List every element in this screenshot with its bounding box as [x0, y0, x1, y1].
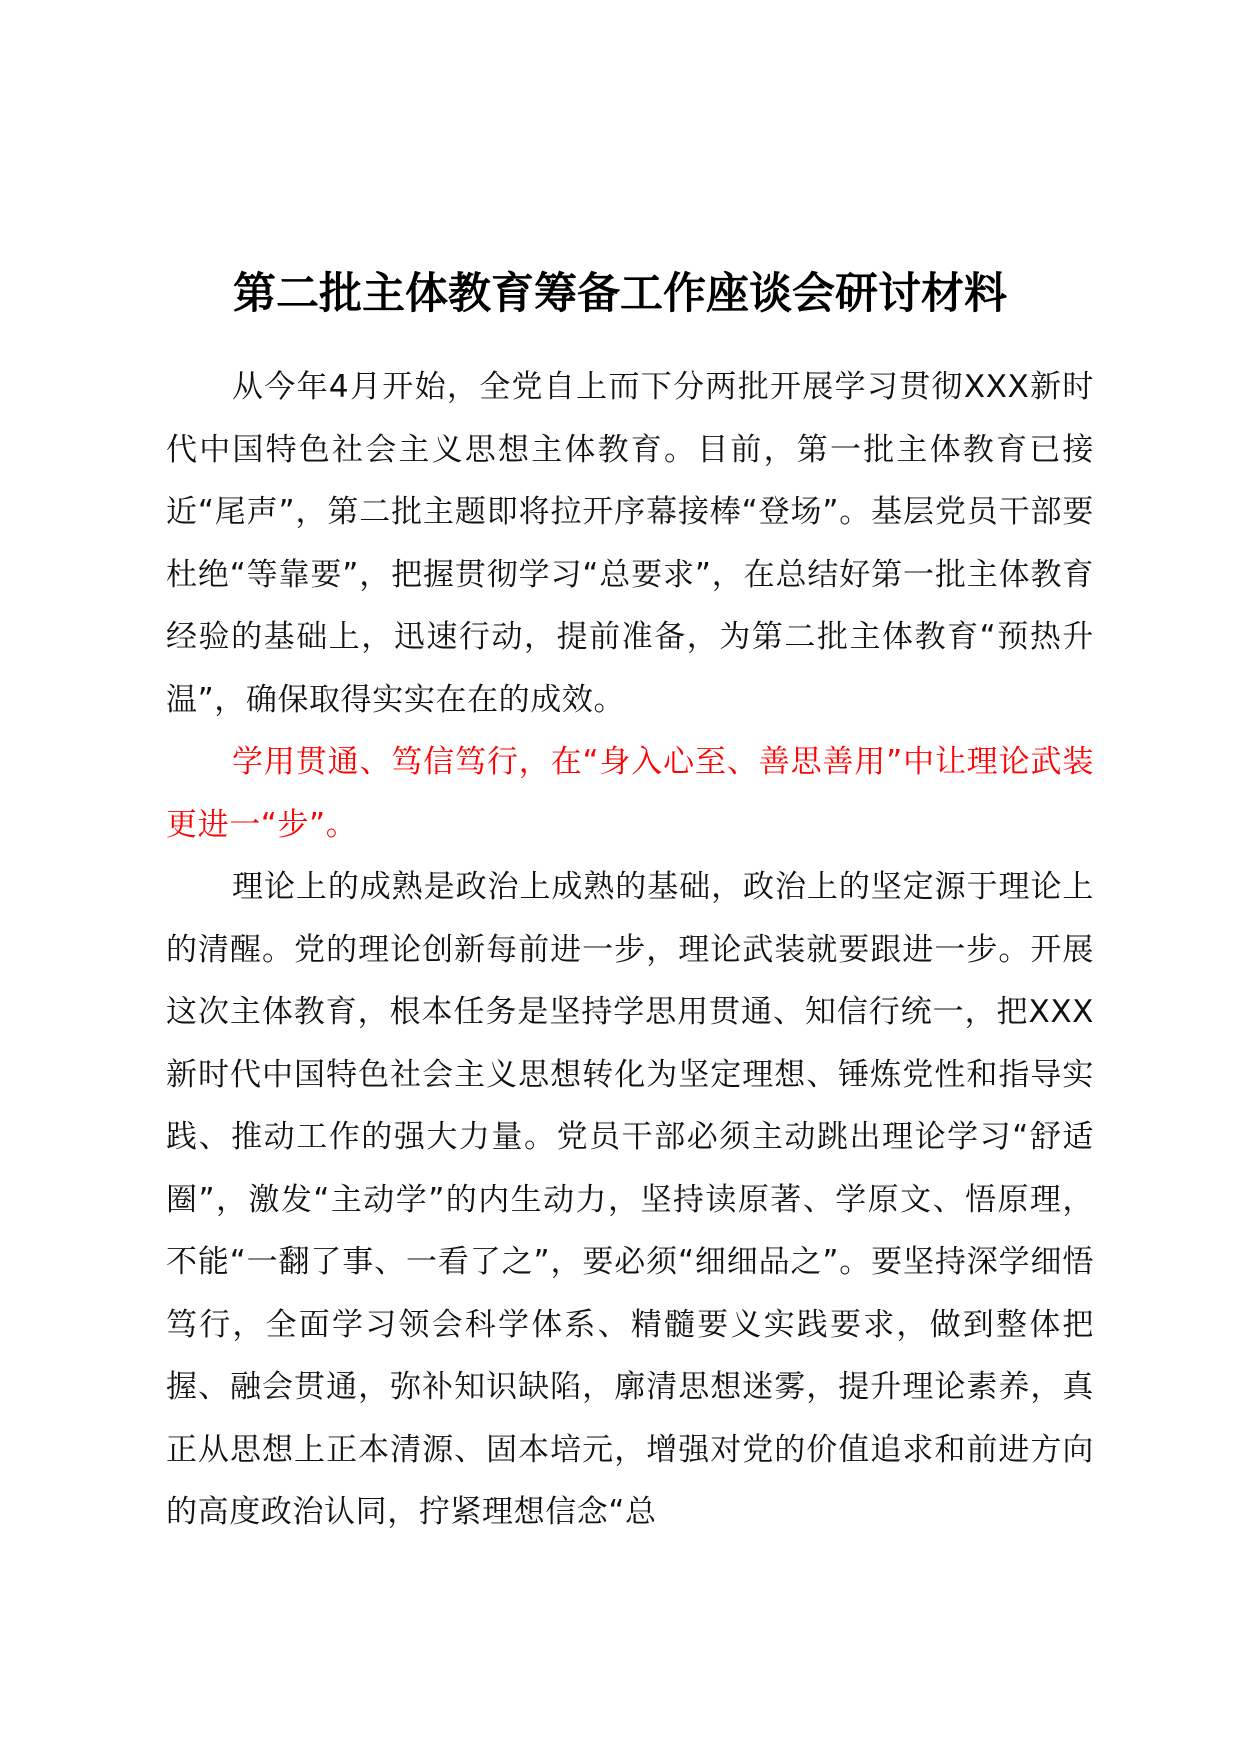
document-body: [166, 356, 1094, 1544]
document-title: 第二批主体教育筹备工作座谈会研讨材料: [233, 269, 1007, 319]
section-heading: 学用贯通、笃信笃行，在“身入心至、善思善用”中让理论武装更进一“步”。: [166, 744, 1094, 843]
intro-paragraph: 从今年4月开始，全党自上而下分两批开展学习贯彻XXX新时代中国特色社会主义思想主体教育。目前，第一批主体教育已接近“尾声”，第二批主题即将拉开序幕接棒“登场”。基层党员干部要杜绝“等靠要”，把握贯彻学习“总要求”，在总结好第一批主体教育经验的基础上，迅速行动，提前准备，为第二批主体教育“预热升温”，确保取得实实在在的成效。: [166, 369, 1094, 718]
body-paragraph: 理论上的成熟是政治上成熟的基础，政治上的坚定源于理论上的清醒。党的理论创新每前进一步，理论武装就要跟进一步。开展这次主体教育，根本任务是坚持学思用贯通、知信行统一，把XXX新时代中国特色社会主义思想转化为坚定理想、锤炼党性和指导实践、推动工作的强大力量。党员干部必须主动跳出理论学习“舒适圈”，激发“主动学”的内生动力，坚持读原著、学原文、悟原理，不能“一翻了事、一看了之”，要必须“细细品之”。要坚持深学细悟笃行，全面学习领会科学体系、精髓要义实践要求，做到整体把握、融会贯通，弥补知识缺陷，廓清思想迷雾，提升理论素养，真正从思想上正本清源、固本培元，增强对党的价值追求和前进方向的高度政治认同，拧紧理想信念“总: [166, 869, 1094, 1530]
